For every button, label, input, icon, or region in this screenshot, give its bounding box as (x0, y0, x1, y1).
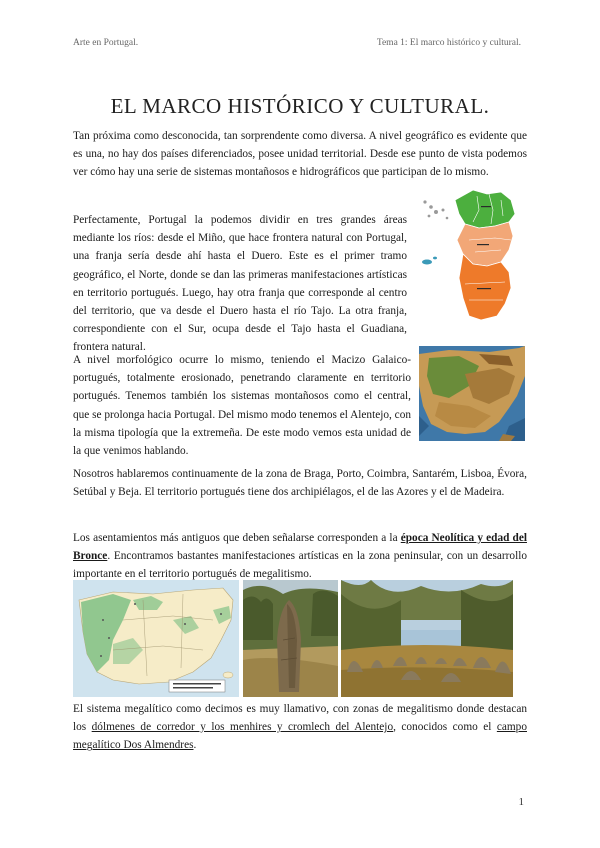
header-left: Arte en Portugal. (73, 38, 139, 48)
paragraph-morphology: A nivel morfológico ocurre lo mismo, teniendo el Macizo Galaico-portugués, totalmente erosionado, penetrando claramente en territorio portugués. Tenemos también los sistemas montañosos como el central, que se prolonga hacia Portugal. Del mismo modo tenemos el Alentejo, con la misma tipología que la extremeña. De este modo vemos esta unidad de la que venimos hablando. (73, 354, 411, 458)
paragraph-zones: Nosotros hablaremos continuamente de la zona de Braga, Porto, Coimbra, Santarém, Lisboa, Évora, Setúbal y Beja. El territorio portugués tiene dos archipiélagos, el de las Azores y el de Madeira. (73, 468, 527, 499)
text-run: El sistema megalítico como decimos es muy llamativo, con zonas de megalitismo donde destacan los (73, 703, 527, 734)
paragraph-settlements (73, 529, 527, 584)
iberia-relief-map (419, 346, 525, 441)
underlined-dolmens: dólmenes de corredor y los menhires y cromlech del Alentejo (91, 721, 394, 734)
paragraph-megalithic (73, 700, 527, 755)
portugal-regions-map (417, 188, 527, 324)
megalithic-iberia-map (73, 580, 239, 697)
paragraph-regions: Perfectamente, Portugal la podemos dividir en tres grandes áreas mediante los ríos: desde el Miño, que hace frontera natural con Portugal, una franja sería desde ahí hasta el Duero. Este es el primer tramo geográfico, el Norte, donde se dan las primeras manifestaciones artísticas en territorio portugués. Luego, hay otra franja que corresponde al centro del territorio, que va desde el Duero hasta el río Tajo. La otra franja, correspondiente con el Sur, ocupa desde el Tajo hasta el Guadiana, frontera natural. (73, 214, 407, 354)
emphasis-neolithic: época Neolítica y edad del Bronce (73, 532, 527, 563)
page-number: 1 (518, 796, 524, 808)
text-run: . Encontramos bastantes manifestaciones artísticas en la zona peninsular, con un desarrollo importante en el territorio portugués de megalitismo. (73, 550, 527, 581)
page-title: EL MARCO HISTÓRICO Y CULTURAL. (110, 94, 490, 118)
text-run: . (193, 739, 197, 752)
header-right: Tema 1: El marco histórico y cultural. (376, 38, 521, 48)
text-run: Los asentamientos más antiguos que deben señalarse corresponden a la (73, 532, 401, 544)
paragraph-intro: Tan próxima como desconocida, tan sorprendente como diversa. A nivel geográfico es evidente que es una, no hay dos países diferenciados, posee unidad territorial. Desde ese punto de vista podemos ver cómo hay una serie de sistemas montañosos e hidrográficos que participan de lo mismo. (73, 130, 527, 179)
menhir-photo (243, 580, 338, 697)
underlined-almendres: campo megalítico Dos Almendres (73, 721, 527, 752)
text-run: , conocidos como el (393, 721, 497, 734)
cromlech-photo (341, 580, 513, 697)
